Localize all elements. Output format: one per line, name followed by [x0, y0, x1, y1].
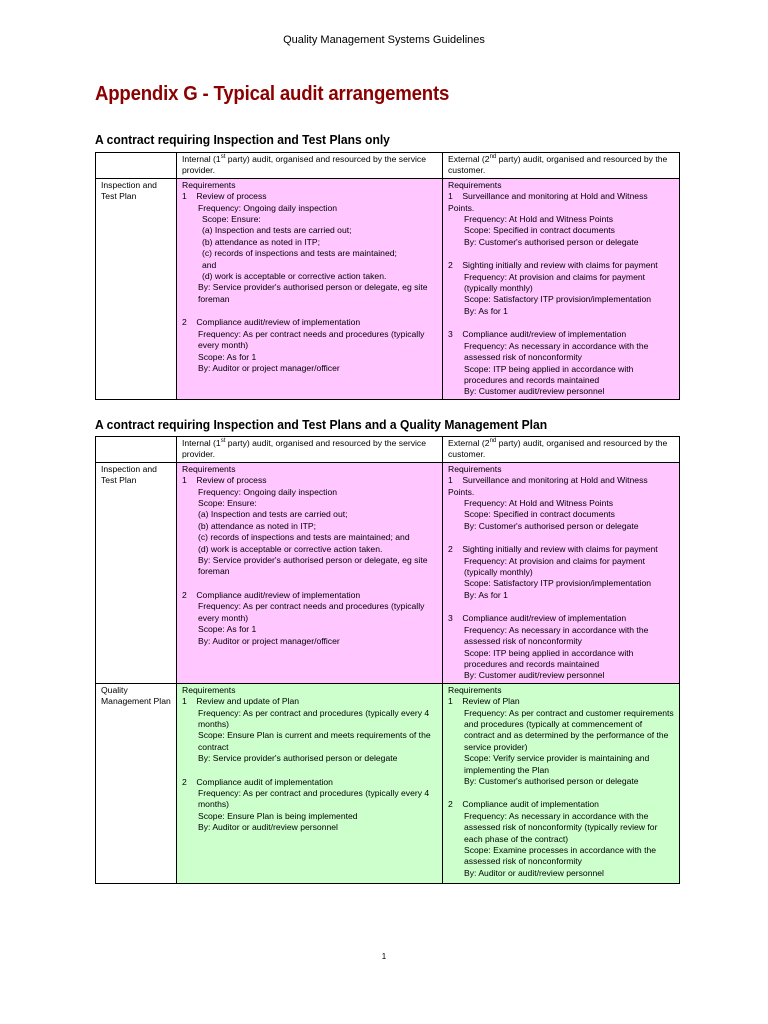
page-number: 1 [381, 952, 387, 961]
table-row-qmp [96, 683, 680, 883]
external-requirements-cell: Requirements 1 Review of Plan Frequency: As per contract and customer requirements and procedures (typically at commencement of contract and as determined by the performance of the service provider) Scope: Verify service provider is maintaining and implementing the Plan By: Customer's authorised person or delegate 2 Compliance audit of implementation Frequency: As necessary in accordance with the assessed risk of nonconformity (typically review for each phase of the contract) Scope: Examine processes in accordance with the assessed risk of nonconformity By: Auditor or audit/review personnel [443, 683, 680, 883]
header-internal-cell: Internal (1st party) audit, organised and resourced by the service provider. [177, 153, 443, 179]
external-requirements-cell: Requirements 1 Surveillance and monitoring at Hold and Witness Points. Frequency: At Hold and Witness Points Scope: Specified in contract documents By: Customer's authorised person or delegate 2 Sighting initially and review with claims for payment Frequency: At provision and claims for payment (typically monthly) Scope: Satisfactory ITP provision/implementation By: As for 1 3 Compliance audit/review of implementation Frequency: As necessary in accordance with the assessed risk of nonconformity Scope: ITP being applied in accordance with procedures and records maintained By: Customer audit/review personnel [443, 462, 680, 683]
section-heading-itp-only: A contract requiring Inspection and Test Plans only [95, 132, 390, 147]
header-external-cell: External (2nd party) audit, organised and resourced by the customer. [443, 437, 680, 463]
page-header: Quality Management Systems Guidelines [283, 34, 485, 46]
internal-requirements-cell: Requirements 1 Review of process Frequency: Ongoing daily inspection Scope: Ensure: (a) Inspection and tests are carried out; (b) attendance as noted in ITP; (c) records of inspections and tests are maintained; and (d) work is acceptable or corrective action taken. By: Service provider's authorised person or delegate, eg site foreman 2 Compliance audit/review of implementation Frequency: As per contract needs and procedures (typically every month) Scope: As for 1 By: Auditor or project manager/officer [177, 178, 443, 399]
internal-requirements-cell: Requirements 1 Review and update of Plan Frequency: As per contract and procedures (typically every 4 months) Scope: Ensure Plan is current and meets requirements of the contract By: Service provider's authorised person or delegate 2 Compliance audit of implementation Frequency: As per contract and procedures (typically every 4 months) Scope: Ensure Plan is being implemented By: Auditor or audit/review personnel [177, 683, 443, 883]
external-requirements-cell: Requirements 1 Surveillance and monitoring at Hold and Witness Points. Frequency: At Hold and Witness Points Scope: Specified in contract documents By: Customer's authorised person or delegate 2 Sighting initially and review with claims for payment Frequency: At provision and claims for payment (typically monthly) Scope: Satisfactory ITP provision/implementation By: As for 1 3 Compliance audit/review of implementation Frequency: As necessary in accordance with the assessed risk of nonconformity Scope: ITP being applied in accordance with procedures and records maintained By: Customer audit/review personnel [443, 178, 680, 399]
table-header-row [96, 437, 680, 463]
header-blank-cell [96, 153, 177, 179]
table-row-itp [96, 462, 680, 683]
internal-requirements-cell: Requirements 1 Review of process Frequency: Ongoing daily inspection Scope: Ensure: (a) Inspection and tests are carried out; (b) attendance as noted in ITP; (c) records of inspections and tests are maintained; and (d) work is acceptable or corrective action taken. By: Service provider's authorised person or delegate, eg site foreman 2 Compliance audit/review of implementation Frequency: As per contract needs and procedures (typically every month) Scope: As for 1 By: Auditor or project manager/officer [177, 462, 443, 683]
header-internal-cell: Internal (1st party) audit, organised and resourced by the service provider. [177, 437, 443, 463]
audit-table-itp-only [95, 152, 680, 400]
row-label-itp: Inspection and Test Plan [96, 178, 177, 399]
row-label-itp: Inspection and Test Plan [96, 462, 177, 683]
section-heading-itp-qmp: A contract requiring Inspection and Test Plans and a Quality Management Plan [95, 417, 548, 432]
audit-table-itp-qmp [95, 436, 680, 884]
table-row-itp [96, 178, 680, 399]
table-header-row [96, 153, 680, 179]
row-label-qmp: Quality Management Plan [96, 683, 177, 883]
page-title: Appendix G - Typical audit arrangements [95, 83, 450, 105]
header-external-cell: External (2nd party) audit, organised and resourced by the customer. [443, 153, 680, 179]
header-blank-cell [96, 437, 177, 463]
